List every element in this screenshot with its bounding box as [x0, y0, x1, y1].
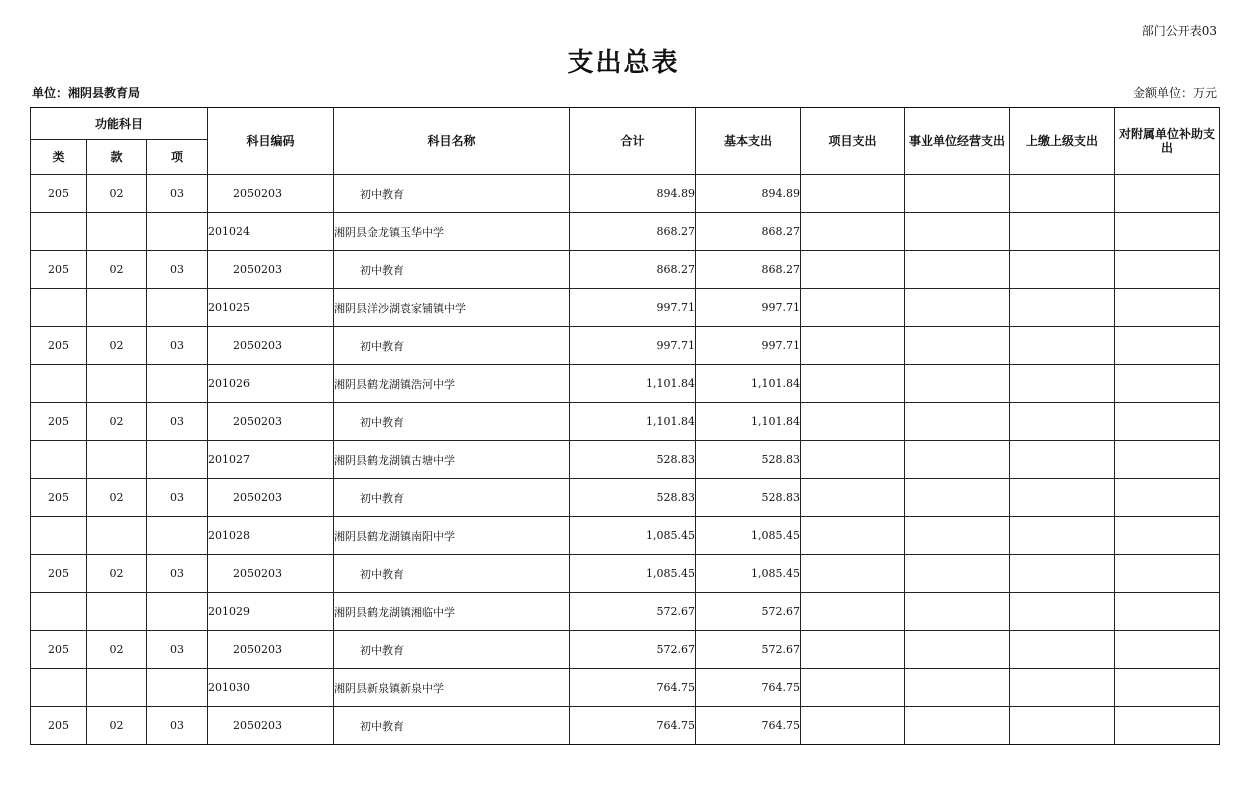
cell-section: 02: [87, 403, 147, 441]
cell-total: 868.27: [570, 213, 696, 251]
header-subsidy: 对附属单位补助支出: [1115, 108, 1220, 175]
cell-project: [801, 289, 905, 327]
cell-total: 894.89: [570, 175, 696, 213]
cell-item: 03: [147, 631, 208, 669]
cell-project: [801, 555, 905, 593]
table-row: [31, 289, 1220, 327]
header-basic: 基本支出: [696, 108, 801, 175]
table-row: [31, 365, 1220, 403]
cell-basic: 868.27: [696, 213, 801, 251]
cell-basic: 1,101.84: [696, 403, 801, 441]
cell-subsidy: [1115, 251, 1220, 289]
cell-basic: 894.89: [696, 175, 801, 213]
cell-subsidy: [1115, 289, 1220, 327]
cell-code: 201026: [208, 365, 334, 403]
page-title: 支出总表: [567, 48, 680, 78]
cell-category: 205: [31, 631, 87, 669]
cell-remit: [1010, 403, 1115, 441]
cell-category: [31, 593, 87, 631]
cell-category: [31, 441, 87, 479]
table-row: [31, 251, 1220, 289]
cell-section: [87, 517, 147, 555]
cell-project: [801, 593, 905, 631]
cell-category: 205: [31, 327, 87, 365]
cell-remit: [1010, 365, 1115, 403]
cell-business: [905, 441, 1010, 479]
form-number: 部门公开表03: [1141, 24, 1217, 38]
cell-project: [801, 327, 905, 365]
cell-business: [905, 669, 1010, 707]
cell-basic: 1,085.45: [696, 517, 801, 555]
cell-name: 初中教育: [334, 175, 570, 213]
cell-total: 1,085.45: [570, 517, 696, 555]
header-category: 类: [31, 140, 87, 175]
cell-name: 湘阴县新泉镇新泉中学: [334, 669, 570, 707]
cell-item: 03: [147, 403, 208, 441]
cell-category: 205: [31, 707, 87, 745]
cell-basic: 764.75: [696, 707, 801, 745]
table-row: [31, 175, 1220, 213]
cell-name: 湘阴县鹤龙湖镇湘临中学: [334, 593, 570, 631]
cell-project: [801, 251, 905, 289]
cell-code: 201025: [208, 289, 334, 327]
cell-subsidy: [1115, 175, 1220, 213]
cell-name: 初中教育: [334, 403, 570, 441]
cell-section: 02: [87, 327, 147, 365]
cell-business: [905, 213, 1010, 251]
cell-remit: [1010, 251, 1115, 289]
cell-remit: [1010, 175, 1115, 213]
cell-item: 03: [147, 479, 208, 517]
table-row: [31, 555, 1220, 593]
cell-basic: 572.67: [696, 593, 801, 631]
cell-basic: 572.67: [696, 631, 801, 669]
cell-item: [147, 213, 208, 251]
cell-subsidy: [1115, 631, 1220, 669]
cell-remit: [1010, 213, 1115, 251]
header-project: 项目支出: [801, 108, 905, 175]
cell-basic: 997.71: [696, 289, 801, 327]
cell-project: [801, 631, 905, 669]
cell-project: [801, 213, 905, 251]
cell-remit: [1010, 631, 1115, 669]
cell-subsidy: [1115, 707, 1220, 745]
cell-section: [87, 593, 147, 631]
cell-category: [31, 365, 87, 403]
cell-total: 764.75: [570, 707, 696, 745]
cell-category: [31, 213, 87, 251]
cell-subsidy: [1115, 365, 1220, 403]
cell-name: 初中教育: [334, 707, 570, 745]
header-functional-subject: 功能科目: [31, 108, 208, 140]
cell-remit: [1010, 669, 1115, 707]
cell-business: [905, 289, 1010, 327]
cell-code: 2050203: [208, 555, 334, 593]
header-business: 事业单位经营支出: [905, 108, 1010, 175]
header-remit: 上缴上级支出: [1010, 108, 1115, 175]
cell-section: [87, 365, 147, 403]
cell-name: 初中教育: [334, 479, 570, 517]
cell-item: 03: [147, 707, 208, 745]
cell-total: 1,085.45: [570, 555, 696, 593]
cell-total: 572.67: [570, 593, 696, 631]
cell-basic: 528.83: [696, 479, 801, 517]
table-row: [31, 517, 1220, 555]
cell-item: 03: [147, 251, 208, 289]
cell-remit: [1010, 327, 1115, 365]
cell-total: 1,101.84: [570, 365, 696, 403]
cell-item: [147, 365, 208, 403]
cell-section: 02: [87, 251, 147, 289]
cell-remit: [1010, 479, 1115, 517]
cell-project: [801, 441, 905, 479]
cell-business: [905, 251, 1010, 289]
expenditure-table: [30, 107, 1220, 745]
cell-name: 湘阴县金龙镇玉华中学: [334, 213, 570, 251]
cell-business: [905, 175, 1010, 213]
cell-basic: 1,085.45: [696, 555, 801, 593]
cell-subsidy: [1115, 213, 1220, 251]
header-item: 项: [147, 140, 208, 175]
cell-remit: [1010, 593, 1115, 631]
cell-project: [801, 669, 905, 707]
cell-business: [905, 555, 1010, 593]
cell-name: 湘阴县鹤龙湖镇浩河中学: [334, 365, 570, 403]
header-total: 合计: [570, 108, 696, 175]
cell-category: 205: [31, 403, 87, 441]
header-section: 款: [87, 140, 147, 175]
amount-unit-label: 金额单位：万元: [1132, 86, 1217, 100]
cell-name: 湘阴县鹤龙湖镇南阳中学: [334, 517, 570, 555]
cell-business: [905, 631, 1010, 669]
cell-subsidy: [1115, 517, 1220, 555]
cell-section: 02: [87, 479, 147, 517]
cell-basic: 868.27: [696, 251, 801, 289]
cell-section: [87, 289, 147, 327]
unit-label: 单位：湘阴县教育局: [32, 86, 141, 100]
cell-code: 201024: [208, 213, 334, 251]
cell-total: 572.67: [570, 631, 696, 669]
table-row: [31, 441, 1220, 479]
cell-remit: [1010, 289, 1115, 327]
cell-item: [147, 669, 208, 707]
cell-section: 02: [87, 707, 147, 745]
cell-code: 2050203: [208, 251, 334, 289]
cell-code: 201030: [208, 669, 334, 707]
cell-business: [905, 403, 1010, 441]
cell-section: 02: [87, 555, 147, 593]
table-row: [31, 631, 1220, 669]
cell-item: [147, 441, 208, 479]
cell-project: [801, 365, 905, 403]
cell-item: [147, 289, 208, 327]
table-row: [31, 593, 1220, 631]
table-body: [31, 175, 1220, 745]
cell-category: 205: [31, 251, 87, 289]
cell-subsidy: [1115, 327, 1220, 365]
header-code: 科目编码: [208, 108, 334, 175]
cell-total: 528.83: [570, 479, 696, 517]
table-row: [31, 707, 1220, 745]
cell-code: 201027: [208, 441, 334, 479]
cell-code: 2050203: [208, 631, 334, 669]
cell-code: 201029: [208, 593, 334, 631]
cell-project: [801, 403, 905, 441]
cell-business: [905, 593, 1010, 631]
cell-code: 201028: [208, 517, 334, 555]
cell-section: [87, 213, 147, 251]
cell-project: [801, 707, 905, 745]
cell-section: [87, 669, 147, 707]
cell-item: 03: [147, 327, 208, 365]
cell-project: [801, 479, 905, 517]
cell-business: [905, 707, 1010, 745]
cell-category: 205: [31, 479, 87, 517]
cell-basic: 1,101.84: [696, 365, 801, 403]
table-row: [31, 213, 1220, 251]
cell-basic: 528.83: [696, 441, 801, 479]
cell-name: 初中教育: [334, 555, 570, 593]
cell-name: 初中教育: [334, 631, 570, 669]
cell-business: [905, 517, 1010, 555]
cell-code: 2050203: [208, 479, 334, 517]
cell-category: 205: [31, 555, 87, 593]
cell-category: [31, 517, 87, 555]
cell-project: [801, 517, 905, 555]
table-row: [31, 669, 1220, 707]
cell-subsidy: [1115, 479, 1220, 517]
cell-total: 528.83: [570, 441, 696, 479]
cell-item: 03: [147, 555, 208, 593]
cell-total: 868.27: [570, 251, 696, 289]
cell-subsidy: [1115, 593, 1220, 631]
cell-code: 2050203: [208, 707, 334, 745]
cell-category: 205: [31, 175, 87, 213]
cell-subsidy: [1115, 441, 1220, 479]
cell-name: 初中教育: [334, 327, 570, 365]
cell-category: [31, 289, 87, 327]
cell-name: 湘阴县鹤龙湖镇古塘中学: [334, 441, 570, 479]
cell-category: [31, 669, 87, 707]
cell-section: [87, 441, 147, 479]
cell-total: 997.71: [570, 327, 696, 365]
cell-business: [905, 479, 1010, 517]
cell-project: [801, 175, 905, 213]
table-row: [31, 327, 1220, 365]
cell-subsidy: [1115, 669, 1220, 707]
cell-item: 03: [147, 175, 208, 213]
cell-basic: 997.71: [696, 327, 801, 365]
cell-code: 2050203: [208, 175, 334, 213]
header-name: 科目名称: [334, 108, 570, 175]
cell-section: 02: [87, 175, 147, 213]
cell-remit: [1010, 517, 1115, 555]
cell-item: [147, 517, 208, 555]
cell-name: 湘阴县洋沙湖袁家铺镇中学: [334, 289, 570, 327]
cell-code: 2050203: [208, 403, 334, 441]
cell-item: [147, 593, 208, 631]
cell-remit: [1010, 441, 1115, 479]
cell-business: [905, 327, 1010, 365]
cell-business: [905, 365, 1010, 403]
cell-subsidy: [1115, 555, 1220, 593]
table-row: [31, 479, 1220, 517]
cell-total: 997.71: [570, 289, 696, 327]
cell-code: 2050203: [208, 327, 334, 365]
cell-remit: [1010, 707, 1115, 745]
cell-basic: 764.75: [696, 669, 801, 707]
cell-total: 1,101.84: [570, 403, 696, 441]
cell-name: 初中教育: [334, 251, 570, 289]
table-row: [31, 403, 1220, 441]
cell-section: 02: [87, 631, 147, 669]
cell-subsidy: [1115, 403, 1220, 441]
cell-total: 764.75: [570, 669, 696, 707]
cell-remit: [1010, 555, 1115, 593]
